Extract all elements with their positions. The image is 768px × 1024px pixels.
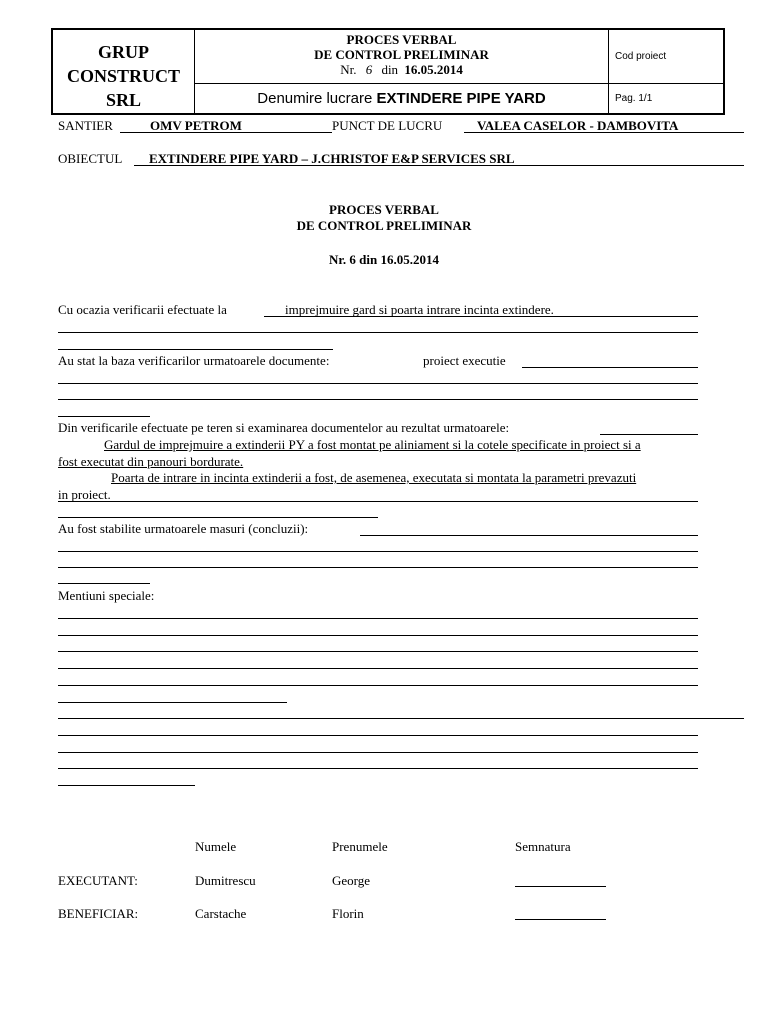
rezultat-paragraph-2-line2: in proiect. xyxy=(58,487,111,502)
nr-prefix: Nr. xyxy=(340,62,357,77)
blank-line xyxy=(58,702,287,703)
header-row-divider xyxy=(195,83,725,84)
executant-label: EXECUTANT: xyxy=(58,873,138,888)
masuri-label: Au fost stabilite urmatoarele masuri (concluzii): xyxy=(58,521,309,536)
blank-line xyxy=(58,735,698,736)
documente-underline xyxy=(522,367,698,368)
blank-line xyxy=(58,567,698,568)
blank-line xyxy=(58,651,698,652)
header-divider xyxy=(608,30,610,113)
documente-label: Au stat la baza verificarilor urmatoarele documente: xyxy=(58,353,330,368)
blank-line xyxy=(58,501,698,502)
blank-line xyxy=(58,349,333,350)
page-number: Pag. 1/1 xyxy=(615,93,653,104)
header-date: 16.05.2014 xyxy=(404,62,463,77)
cod-proiect-label: Cod proiect xyxy=(615,51,667,62)
rezultat-label: Din verificarile efectuate pe teren si examinarea documentelor au rezultat urmatoarele: xyxy=(58,420,510,435)
col-header-numele: Numele xyxy=(195,839,237,854)
blank-line xyxy=(58,332,698,333)
col-header-prenumele: Prenumele xyxy=(332,839,388,854)
blank-line xyxy=(58,768,698,769)
col-header-semnatura: Semnatura xyxy=(515,839,571,854)
nr-value: 6 xyxy=(365,62,373,77)
santier-label: SANTIER xyxy=(58,118,113,133)
blank-line xyxy=(58,685,698,686)
blank-line xyxy=(58,618,698,619)
blank-line xyxy=(58,752,698,753)
rezultat-paragraph-2-line1: Poarta de intrare in incinta extinderii a fost, de asemenea, executata si montata la parametri prevazuti xyxy=(111,470,637,485)
masuri-underline xyxy=(360,535,698,536)
santier-value: OMV PETROM xyxy=(150,118,242,133)
company-name xyxy=(53,40,194,112)
blank-line xyxy=(58,416,150,417)
beneficiar-prenume: Florin xyxy=(332,906,364,921)
executant-prenume: George xyxy=(332,873,371,888)
verificare-label: Cu ocazia verificarii efectuate la xyxy=(58,302,227,317)
blank-line xyxy=(58,635,698,636)
company-line: CONSTRUCT xyxy=(66,66,181,86)
blank-line xyxy=(58,718,744,719)
denumire-value: EXTINDERE PIPE YARD xyxy=(376,90,546,107)
blank-line xyxy=(58,517,378,518)
denumire-lucrare xyxy=(195,90,608,107)
company-line: SRL xyxy=(105,90,141,110)
denumire-label: Denumire lucrare xyxy=(257,90,373,107)
din-label: din xyxy=(381,62,399,77)
document-title-line2: DE CONTROL PRELIMINAR xyxy=(296,218,472,233)
executant-nume: Dumitrescu xyxy=(195,873,256,888)
mentiuni-label: Mentiuni speciale: xyxy=(58,588,155,603)
blank-line xyxy=(58,383,698,384)
header-title xyxy=(195,32,608,77)
document-title-line1: PROCES VERBAL xyxy=(329,202,439,217)
blank-line xyxy=(58,583,150,584)
blank-line xyxy=(58,551,698,552)
beneficiar-signature-line xyxy=(515,919,606,920)
company-cell xyxy=(53,30,195,113)
rezultat-underline xyxy=(600,434,698,435)
header-nr-line xyxy=(195,62,608,77)
punct-lucru-value: VALEA CASELOR - DAMBOVITA xyxy=(477,118,679,133)
obiectul-value: EXTINDERE PIPE YARD – J.CHRISTOF E&P SERVICES SRL xyxy=(149,151,515,166)
beneficiar-nume: Carstache xyxy=(195,906,247,921)
rezultat-paragraph-1-line2: fost executat din panouri bordurate. xyxy=(58,454,244,469)
beneficiar-label: BENEFICIAR: xyxy=(58,906,139,921)
punct-lucru-label: PUNCT DE LUCRU xyxy=(332,118,443,133)
header-table xyxy=(51,28,725,115)
blank-line xyxy=(58,399,698,400)
header-title-line1: PROCES VERBAL xyxy=(346,32,457,47)
company-line: GRUP xyxy=(98,42,149,62)
obiectul-label: OBIECTUL xyxy=(58,151,123,166)
documente-value: proiect executie xyxy=(423,353,506,368)
blank-line xyxy=(58,668,698,669)
document-number: Nr. 6 din 16.05.2014 xyxy=(328,252,440,267)
header-title-line2: DE CONTROL PRELIMINAR xyxy=(314,47,489,62)
executant-signature-line xyxy=(515,886,606,887)
blank-line xyxy=(58,785,195,786)
rezultat-paragraph-1-line1: Gardul de imprejmuire a extinderii PY a fost montat pe aliniament si la cotele specificate in proiect si a xyxy=(104,437,641,452)
verificare-value: imprejmuire gard si poarta intrare incinta extindere. xyxy=(285,302,554,317)
